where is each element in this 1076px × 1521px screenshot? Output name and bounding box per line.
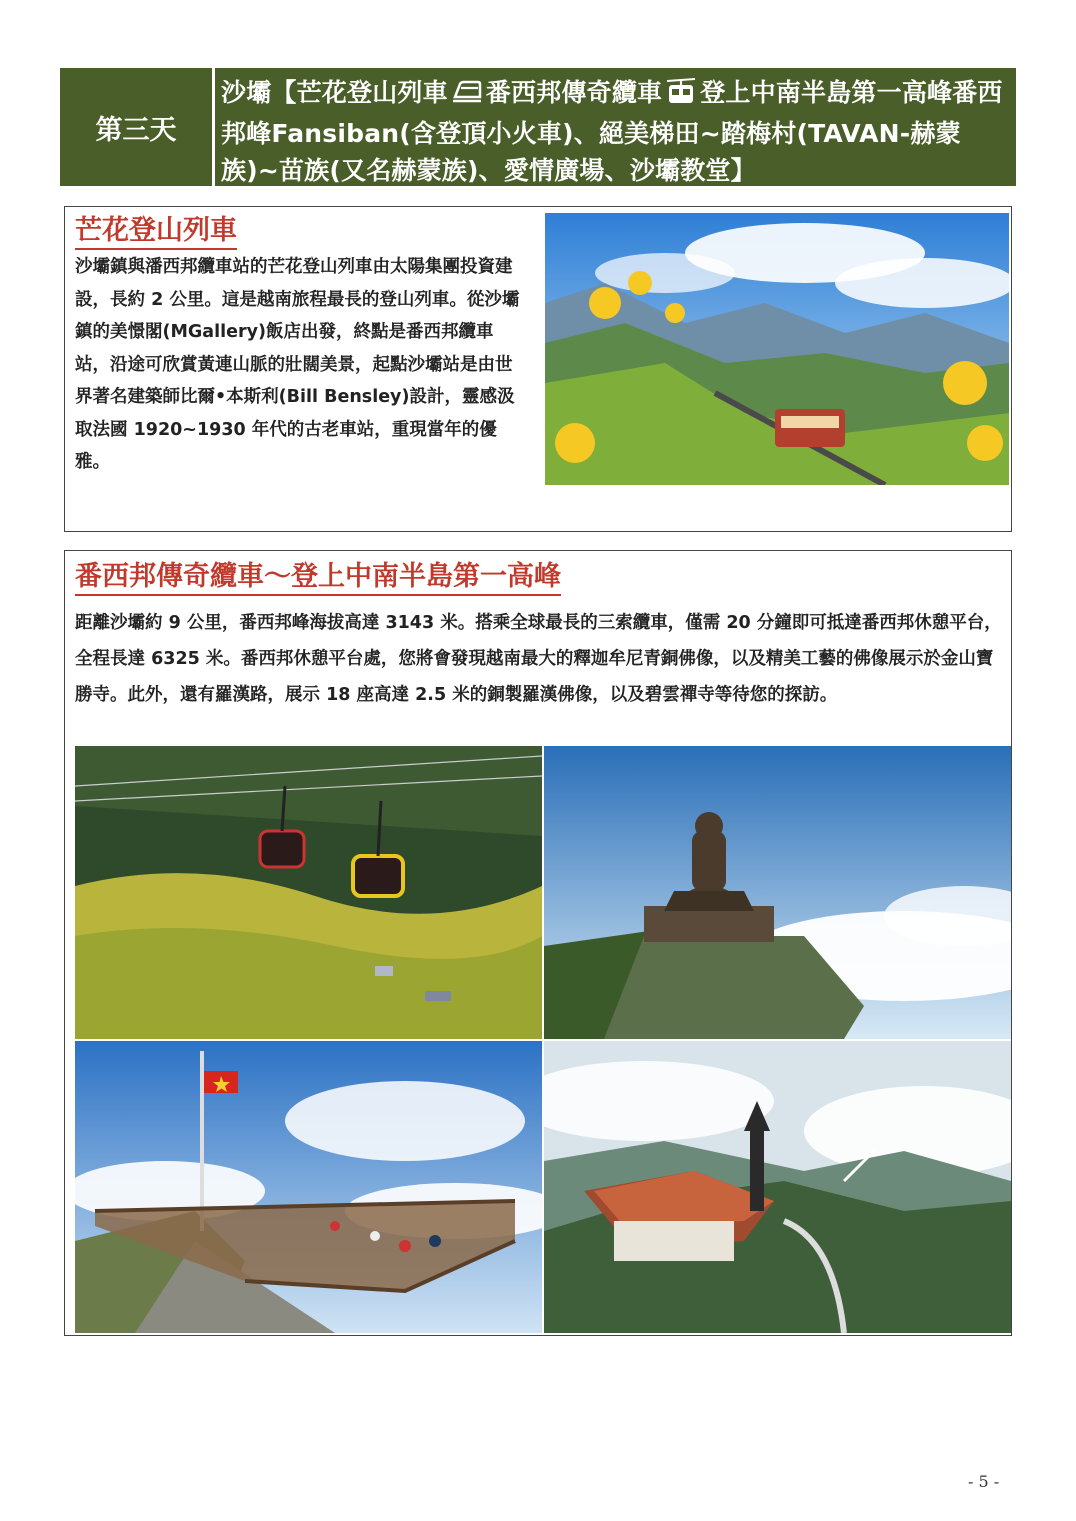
day-header [60,68,1016,186]
buddha-statue-photo [544,746,1011,1039]
title-part-3: 登上中南半島第一高峰番西邦峰Fansiban(含登頂小火車)、絕美梯田~踏梅村(TAVAN-赫蒙族)~苗族(又名赫蒙族)、愛情廣場、沙壩教堂】 [221,78,1003,185]
train-icon [451,78,483,115]
cable-car-photo [75,746,542,1039]
day-title [215,68,1016,186]
cable-car-icon [665,77,697,115]
section-train [64,206,1012,532]
title-part-2: 番西邦傳奇纜車 [485,78,663,107]
mountain-train-photo [545,213,1009,485]
title-part-1: 沙壩【芒花登山列車 [221,78,448,107]
section-cablecar-title: 番西邦傳奇纜車～登上中南半島第一高峰 [75,561,561,596]
section-cablecar-body: 距離沙壩約 9 公里，番西邦峰海拔高達 3143 米。搭乘全球最長的三索纜車，僅需 20 分鐘即可抵達番西邦休憩平台，全程長達 6325 米。番西邦休憩平台處，您將會發現越南最大的釋迦牟尼青銅佛像，以及精美工藝的佛像展示於金山寶勝寺。此外，還有羅漢路，展示 18 座高達 2.5 米的銅製羅漢佛像，以及碧雲禪寺等待您的探訪。 [75,613,1002,705]
summit-flag-photo [75,1041,542,1333]
day-label: 第三天 [60,68,215,186]
section-train-title: 芒花登山列車 [75,215,237,250]
section-train-body: 沙壩鎮與潘西邦纜車站的芒花登山列車由太陽集團投資建設，長約 2 公里。這是越南旅程最長的登山列車。從沙壩鎮的美憬閣(MGallery)飯店出發，終點是番西邦纜車站，沿途可欣賞黃連山脈的壯闊美景，起點沙壩站是由世界著名建築師比爾•本斯利(Bill Bensley)設計，靈感汲取法國 1920~1930 年代的古老車站，重現當年的優雅。 [75,257,520,472]
section-cablecar [64,550,1012,1336]
page-number: - 5 - [968,1472,1000,1491]
temple-photo [544,1041,1011,1333]
